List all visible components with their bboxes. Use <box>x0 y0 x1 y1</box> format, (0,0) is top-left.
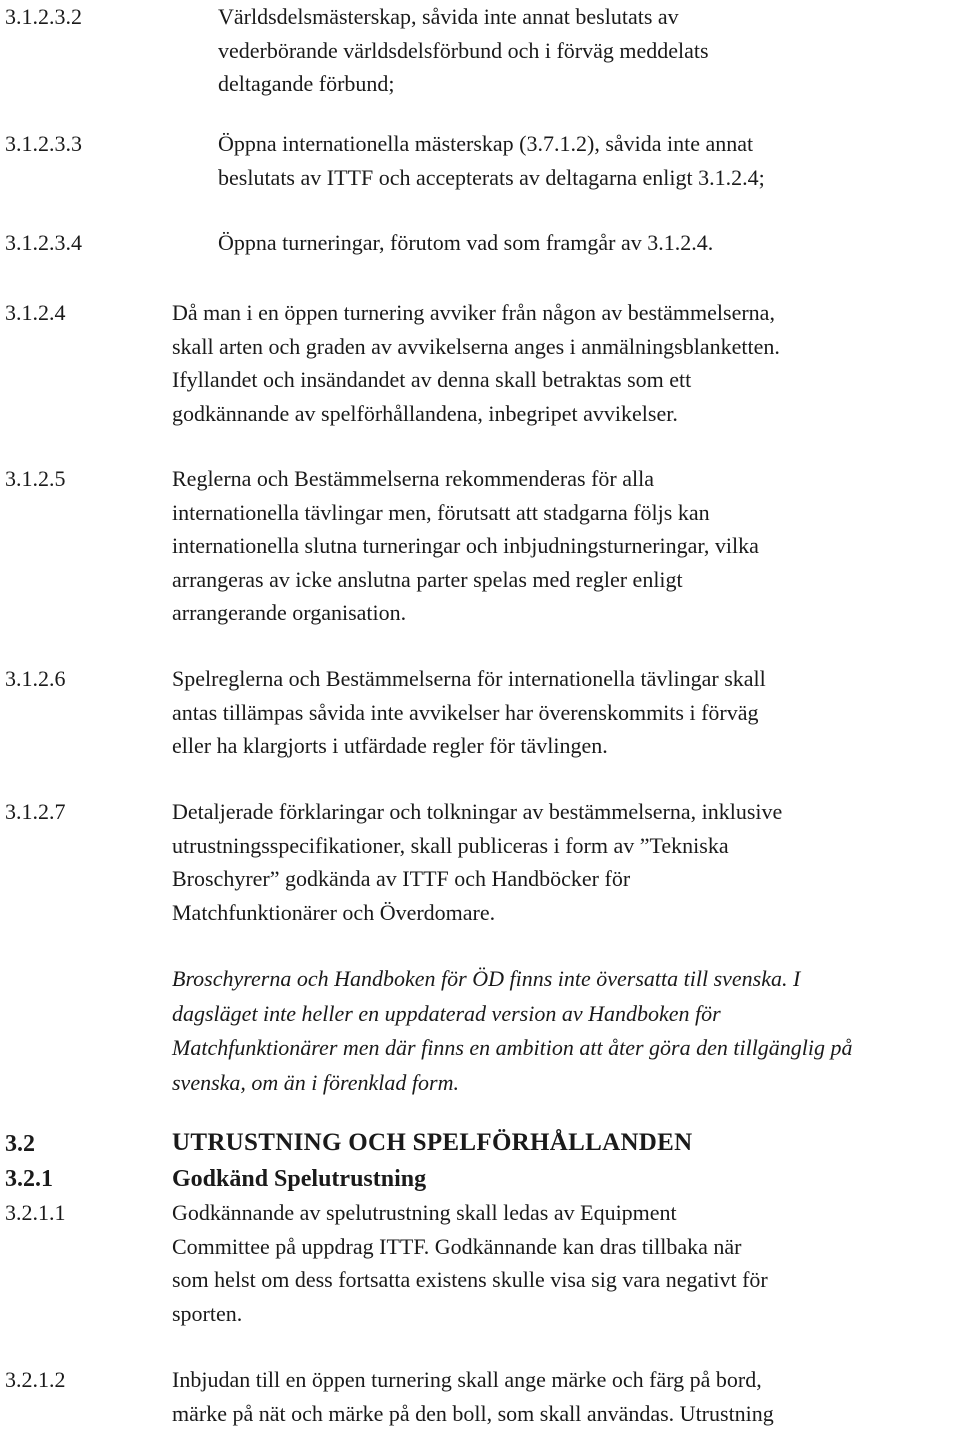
clause-number: 3.1.2.3.2 <box>5 4 82 29</box>
clause-number: 3.2.1.1 <box>5 1200 66 1225</box>
clause-text: Spelreglerna och Bestämmelserna för internationella tävlingar skall antas tillämpas såvida inte avvikelser har överenskommits i förväg eller ha klargjorts i utfärdade regler för tävlingen. <box>172 666 766 758</box>
clause-number: 3.1.2.3.4 <box>5 230 82 255</box>
subsection-title: Godkänd Spelutrustning <box>172 1166 427 1192</box>
clause-number: 3.1.2.4 <box>5 300 66 325</box>
clause-text: Godkännande av spelutrustning skall ledas av Equipment Committee på uppdrag ITTF. Godkännande kan dras tillbaka när som helst om dess fortsatta existens skulle visa sig vara negativt för sporten. <box>172 1200 768 1326</box>
section-number: 3.2 <box>5 1131 35 1157</box>
clause-text: Inbjudan till en öppen turnering skall ange märke och färg på bord, märke på nät och märke på den boll, som skall användas. Utrustning <box>172 1367 774 1426</box>
clause-text: Öppna internationella mästerskap (3.7.1.2), såvida inte annat beslutats av ITTF och accepterats av deltagarna enligt 3.1.2.4; <box>218 131 765 190</box>
section-title: UTRUSTNING OCH SPELFÖRHÅLLANDEN <box>172 1129 693 1156</box>
clause-text: Reglerna och Bestämmelserna rekommenderas för alla internationella tävlingar men, förutsatt att stadgarna följs kan internationella slutna turneringar och inbjudningsturneringar, vilka arrangeras av icke anslutna parter spelas med regler enligt arrangerande organisation. <box>172 466 759 625</box>
clause-number: 3.1.2.6 <box>5 666 66 691</box>
subsection-number: 3.2.1 <box>5 1166 53 1192</box>
clause-number: 3.1.2.3.3 <box>5 131 82 156</box>
clause-text: Världsdelsmästerskap, såvida inte annat beslutats av vederbörande världsdelsförbund och i förväg meddelats deltagande förbund; <box>218 4 709 96</box>
clause-number: 3.2.1.2 <box>5 1367 66 1392</box>
clause-text: Öppna turneringar, förutom vad som framgår av 3.1.2.4. <box>218 230 714 255</box>
clause-text: Då man i en öppen turnering avviker från någon av bestämmelserna, skall arten och graden av avvikelserna anges i anmälningsblanketten. Ifyllandet och insändandet av denna skall betraktas som ett godkännande av spelförhållandena, inbegripet avvikelser. <box>172 300 780 426</box>
clause-number: 3.1.2.7 <box>5 799 66 824</box>
clause-text: Detaljerade förklaringar och tolkningar av bestämmelserna, inklusive utrustningsspecifikationer, skall publiceras i form av ”Tekniska Broschyrer” godkända av ITTF och Handböcker för Matchfunktionärer och Överdomare. <box>172 799 783 925</box>
translator-note: Broschyrerna och Handboken för ÖD finns inte översatta till svenska. I dagsläget inte heller en uppdaterad version av Handboken för Matchfunktionärer men där finns en ambition att åter göra den tillgänglig på svenska, om än i förenklad form. <box>172 966 853 1095</box>
clause-number: 3.1.2.5 <box>5 466 66 491</box>
